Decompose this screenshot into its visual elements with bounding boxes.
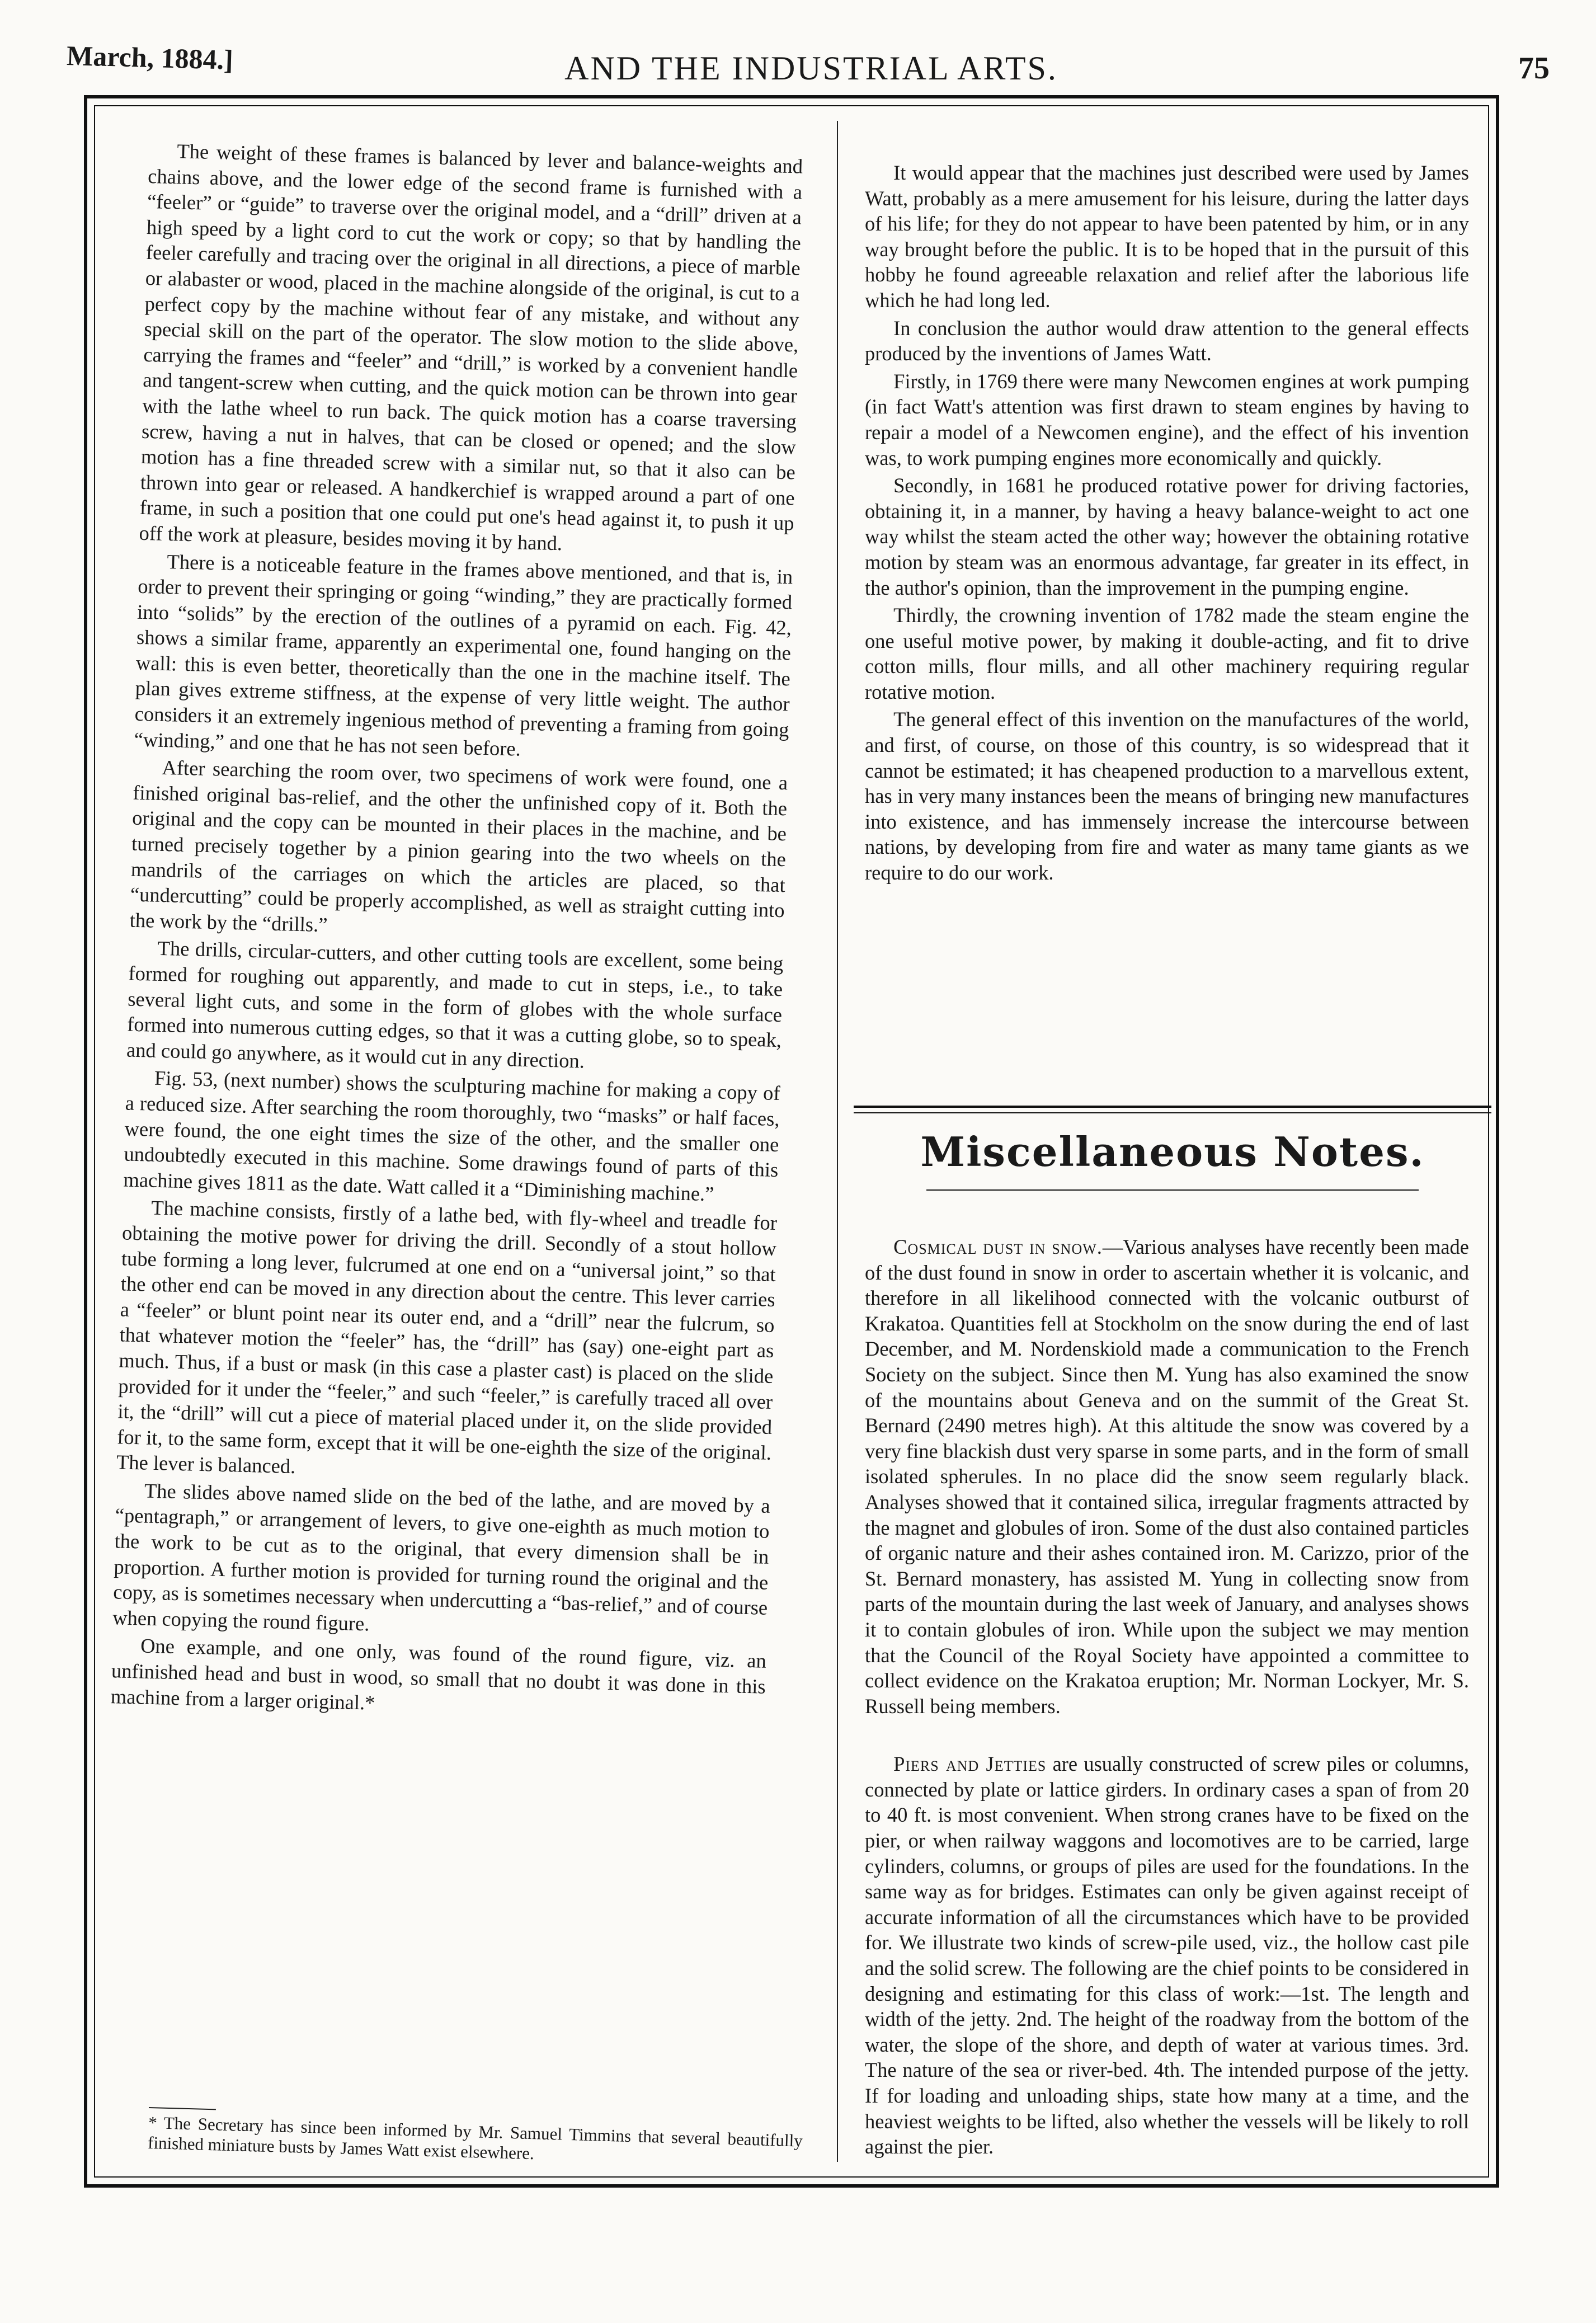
column-divider bbox=[837, 121, 838, 2162]
left-column bbox=[110, 138, 803, 1727]
note-text: are usually constructed of screw piles or columns, connected by plate or lattice girders. In ordinary cases a span of from 20 to 40 ft. is most convenient. When strong cranes have to be fixed on the pier, or when railway waggons and locomotives are to be carried, large cylinders, columns, or groups of piles are used for the foundations. In the same way as for bridges. Estimates can only be given against receipt of accurate information of all the circumstances which have to be provided for. We illustrate two kinds of screw-pile used, viz., the hollow cast pile and the solid screw. The following are the chief points to be considered in designing and estimating for this class of work:—1st. The length and width of the jetty. 2nd. The height of the roadway from the bottom of the water, the slope of the shore, and depth of water at various times. 3rd. The nature of the sea or river-bed. 4th. The intended purpose of the jetty. If for loading and unloading ships, state how many at a time, and the heaviest weights to be lifted, also whether the vessels will be likely to roll against the pier. bbox=[865, 1752, 1469, 2159]
note-heading: Cosmical dust in snow. bbox=[893, 1235, 1103, 1258]
left-paragraph-3: After searching the room over, two specimens of work were found, one a finished original bas-relief, and the other the unfinished copy of it. Both the original and the copy can be mounted in their places in the machine, and be turned precisely together by a pinion gearing into the two wheels on the mandrils of the carriages on which the articles are placed, so that “undercutting” could be properly accomplished, as well as straight cutting into the work by the “drills.” bbox=[129, 756, 788, 937]
right-paragraph-3: Firstly, in 1769 there were many Newcomen engines at work pumping (in fact Watt's attention was first drawn to steam engines by having to repair a model of a Newcomen engine), and the effect of his invention was, to work pumping engines more economically and quickly. bbox=[865, 369, 1469, 469]
issue-date: March, 1884.] bbox=[66, 39, 234, 76]
thin-rule bbox=[854, 1112, 1491, 1113]
left-paragraph-6: The machine consists, firstly of a lathe bed, with fly-wheel and treadle for obtaining the motive power for driving the drill. Secondly of a stout hollow tube forming a long lever, fulcrumed at one end on a “universal joint,” so that the other end can be moved in any direction about the centre. This lever carries a “feeler” or blunt point near its outer end, and a “drill” near the fulcrum, so that whatever motion the “feeler” has, the “drill” has (say) one-eight part as much. Thus, if a bust or mask (in this case a plaster cast) is placed on the slide provided for it under the “feeler,” and such “feeler,” is carefully traced all over it, the “drill” will cut a piece of material placed under it, on the slide provided for it, to the same form, except that it will be one-eighth the size of the original. The lever is balanced. bbox=[116, 1196, 778, 1478]
right-paragraph-4: Secondly, in 1681 he produced rotative power for driving factories, obtaining it, in a manner, by having a heavy balance-weight to act one way whilst the steam acted the other way; however the obtaining rotative motion by steam was an enormous advantage, far greater in its effect, in the author's opinion, than the improvement in the pumping engine. bbox=[865, 474, 1469, 599]
section-rules-top bbox=[854, 1106, 1491, 1113]
page-header bbox=[62, 34, 1561, 95]
left-paragraph-4: The drills, circular-cutters, and other cutting tools are excellent, some being formed for roughing out apparently, and made to cut in steps, i.e., to take several light cuts, and some in the form of globes with the whole surface formed into numerous cutting edges, so that it was a cutting globe, so to speak, and could go anywhere, as it would cut in any direction. bbox=[126, 937, 784, 1073]
right-column bbox=[865, 160, 1469, 888]
page-number: 75 bbox=[1518, 51, 1550, 86]
note-item bbox=[865, 1234, 1469, 1719]
right-paragraph-1: It would appear that the machines just described were used by James Watt, probably as a mere amusement for his leisure, during the latter days of his life; for they do not appear to have been patented by him, or in any way brought before the public. It is to be hoped that in the pursuit of this hobby he found agreeable relaxation and relief after the laborious life which he had long led. bbox=[865, 161, 1469, 312]
note-item bbox=[865, 1751, 1469, 2160]
right-paragraph-5: Thirdly, the crowning invention of 1782 made the steam engine the one useful motive power, by making it double-acting, and fit to drive cotton mills, flour mills, and all other machinery requiring regular rotative motion. bbox=[865, 604, 1469, 703]
left-paragraph-1: The weight of these frames is balanced by lever and balance-weights and chains above, and the lower edge of the second frame is furnished with a “feeler” or “guide” to traverse over the original model, and a “drill” driven at a high speed by a light cord to cut the work or copy; so that by handling the feeler carefully and tracing over the original in all directions, a piece of marble or alabaster or wood, placed in the machine alongside of the original, is cut to a perfect copy by the machine without fear of any mistake, and without any special skill on the part of the operator. The slow motion to the slide above, carrying the frames and “feeler” and “drill,” is worked by a convenient handle and tangent-screw when cutting, and the quick motion can be thrown into gear with the lathe wheel to run back. The quick motion has a coarse traversing screw, having a nut in halves, that can be closed or opened; and the slow motion has a fine threaded screw with a similar nut, so that it also can be thrown into gear or released. A handkerchief is wrapped around a part of one frame, in such a position that one could put one's head against it, to push it up off the work at pleasure, besides moving it by hand. bbox=[139, 139, 803, 555]
left-paragraph-2: There is a noticeable feature in the frames above mentioned, and that is, in order to prevent their springing or going “winding,” they are practically formed into “solids” by the erection of the outlines of a pyramid on each. Fig. 42, shows a similar frame, apparently an experimental one, found hanging on the wall: this is even better, theoretically than the one in the machine itself. The plan gives extreme stiffness, at the expense of very little weight. The author considers it an extremely ingenious method of preventing a framing from going “winding,” and one that he has not seen before. bbox=[134, 549, 793, 760]
left-paragraph-7: The slides above named slide on the bed of the lathe, and are moved by a “pentagraph,” or arrangement of levers, to give one-eighth as much motion to the work to be cut as to the original, that every dimension shall be in proportion. A further motion is provided for turning round the original and the copy, as is sometimes necessary when undercutting a “bas-relief,” and of course when copying the round figure. bbox=[112, 1479, 771, 1635]
footnote-text: * The Secretary has since been informed by Mr. Samuel Timmins that several beautifully finished miniature busts by James Watt exist elsewhere. bbox=[147, 2112, 803, 2164]
running-title: AND THE INDUSTRIAL ARTS. bbox=[564, 50, 1058, 87]
left-paragraph-8: One example, and one only, was found of the round figure, viz. an unfinished head and bust in wood, so small that no doubt it was done in this machine from a larger original.* bbox=[110, 1634, 767, 1714]
note-text: —Various analyses have recently been made of the dust found in snow in order to ascertain whether it is volcanic, and therefore in all likelihood connected with the volcanic outburst of Krakatoa. Quantities fell at Stockholm on the snow during the end of last December, and M. Nordenskiold made a communication to the French Society on the subject. Since then M. Yung has also examined the snow of the mountains about Geneva and on the summit of the Great St. Bernard (2490 metres high). At this altitude the snow was covered by a very fine blackish dust very sparse in some parts, and in the form of small isolated spherules. In no place did the snow seem regularly black. Analyses showed that it contained silica, irregular fragments attracted by the magnet and globules of iron. Some of the dust also contained particles of organic nature and their ashes contained iron. M. Carizzo, prior of the St. Bernard monastery, has assisted M. Yung in collecting snow from parts of the mountain during the last week of January, and analyses shows it to contain globules of iron. While upon the subject we may mention that the Council of the Royal Society have appointed a committee to collect evidence on the Krakatoa eruption; Mr. Norman Lockyer, Mr. S. Russell being members. bbox=[865, 1235, 1469, 1718]
page-frame bbox=[84, 95, 1499, 2188]
section-title: Miscellaneous Notes. bbox=[920, 1128, 1425, 1175]
notes-list bbox=[865, 1234, 1469, 2192]
thick-rule bbox=[854, 1106, 1491, 1108]
left-paragraph-5: Fig. 53, (next number) shows the sculpturing machine for making a copy of a reduced size. After searching the room thoroughly, two “masks” or half faces, were found, the one eight times the size of the other, and the smaller one undoubtedly executed in this machine. Some drawings found of parts of this machine gives 1811 as the date. Watt called it a “Diminishing machine.” bbox=[123, 1066, 781, 1205]
note-heading: Piers and Jetties bbox=[893, 1752, 1047, 1776]
section-rule-bottom bbox=[926, 1189, 1419, 1191]
right-paragraph-6: The general effect of this invention on the manufactures of the world, and first, of course, on those of this country, is so widespread that it cannot be estimated; it has cheapened production to a marvellous extent, has in very many instances been the means of bringing new manufactures into existence, and has immensely increase the intercourse between nations, by developing from fire and water as many tame giants as we require to do our work. bbox=[865, 708, 1469, 885]
right-paragraph-2: In conclusion the author would draw attention to the general effects produced by the inventions of James Watt. bbox=[865, 316, 1469, 365]
